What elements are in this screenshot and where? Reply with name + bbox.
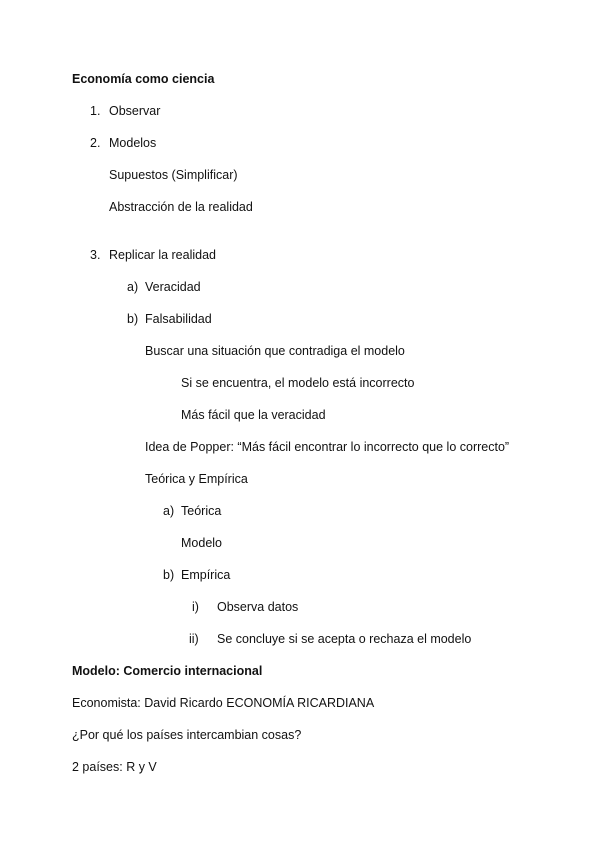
list-marker: 2. bbox=[90, 136, 101, 150]
paragraph: Abstracción de la realidad bbox=[109, 200, 253, 214]
list-item-text: Modelos bbox=[109, 136, 157, 150]
list-marker: 3. bbox=[90, 248, 101, 262]
list-item-text: Empírica bbox=[181, 568, 231, 582]
list-item-text: Veracidad bbox=[145, 280, 201, 294]
list-item-text: Observar bbox=[109, 104, 161, 118]
paragraph: Más fácil que la veracidad bbox=[181, 408, 326, 422]
list-marker: ii) bbox=[189, 632, 199, 646]
list-marker: b) bbox=[163, 568, 175, 582]
section-heading: Modelo: Comercio internacional bbox=[72, 664, 263, 678]
paragraph: 2 países: R y V bbox=[72, 760, 157, 774]
list-item-text: Observa datos bbox=[217, 600, 299, 614]
paragraph: Teórica y Empírica bbox=[145, 472, 248, 486]
list-marker: i) bbox=[192, 600, 199, 614]
list-item-text: Falsabilidad bbox=[145, 312, 212, 326]
list-marker: b) bbox=[127, 312, 139, 326]
paragraph: Economista: David Ricardo ECONOMÍA RICARDIANA bbox=[72, 696, 375, 710]
list-marker: a) bbox=[163, 504, 175, 518]
paragraph: Supuestos (Simplificar) bbox=[109, 168, 238, 182]
section-heading: Economía como ciencia bbox=[72, 72, 215, 86]
list-marker: a) bbox=[127, 280, 139, 294]
quote-paragraph: Idea de Popper: “Más fácil encontrar lo incorrecto que lo correcto” bbox=[145, 440, 510, 454]
paragraph: ¿Por qué los países intercambian cosas? bbox=[72, 728, 302, 742]
paragraph: Si se encuentra, el modelo está incorrecto bbox=[181, 376, 415, 390]
list-item-text: Se concluye si se acepta o rechaza el modelo bbox=[217, 632, 472, 646]
list-item-text: Replicar la realidad bbox=[109, 248, 217, 262]
paragraph: Modelo bbox=[181, 536, 222, 550]
list-item-text: Teórica bbox=[181, 504, 222, 518]
list-marker: 1. bbox=[90, 104, 101, 118]
paragraph: Buscar una situación que contradiga el modelo bbox=[145, 344, 405, 358]
